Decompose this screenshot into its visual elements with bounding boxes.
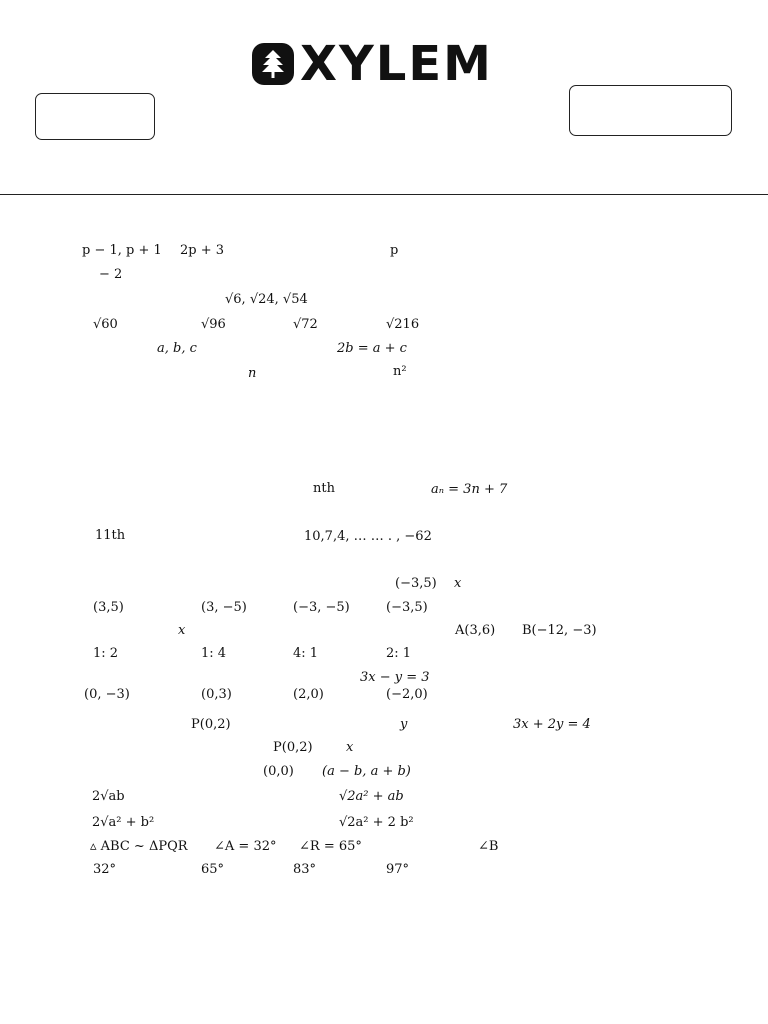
q-expr: P(0,2) xyxy=(273,740,313,755)
q-expr: P(0,2) xyxy=(191,717,231,732)
q-expr: 11th xyxy=(95,528,126,543)
option-c: 4: 1 xyxy=(293,646,319,661)
roll-number-box xyxy=(35,93,155,140)
q-expr: y xyxy=(400,717,408,732)
option-b: 65° xyxy=(201,862,225,877)
q-expr: B(−12, −3) xyxy=(522,623,597,638)
q-expr: (a − b, a + b) xyxy=(322,764,411,779)
q-expr: nth xyxy=(313,481,335,496)
q-expr: aₙ = 3n + 7 xyxy=(431,482,508,497)
option-a: 1: 2 xyxy=(93,646,119,661)
option-d: √2a² + 2 b² xyxy=(339,815,414,830)
option-b: (0,3) xyxy=(201,687,232,702)
option-c: 2√a² + b² xyxy=(92,815,155,830)
option-b: √96 xyxy=(201,317,226,332)
option-b: (3, −5) xyxy=(201,600,247,615)
tree-leaf-icon xyxy=(252,43,294,85)
q-expr: x xyxy=(454,576,462,591)
q-expr: n² xyxy=(393,364,407,379)
q-expr: 3x + 2y = 4 xyxy=(513,717,591,732)
q-expr: 2p + 3 xyxy=(180,243,225,258)
q-expr: 2b = a + c xyxy=(337,341,407,356)
q-expr: ∠B xyxy=(478,839,499,854)
option-a: (3,5) xyxy=(93,600,124,615)
option-c: (−3, −5) xyxy=(293,600,350,615)
q-expr: x xyxy=(178,623,186,638)
q-expr: ∠A = 32° xyxy=(214,839,277,854)
option-c: (2,0) xyxy=(293,687,324,702)
option-a: √60 xyxy=(93,317,118,332)
code-box xyxy=(569,85,732,136)
q-expr: a, b, c xyxy=(157,341,197,356)
q-expr: p xyxy=(390,243,399,258)
logo-wordmark: XYLEM xyxy=(300,36,493,92)
q-expr: (0,0) xyxy=(263,764,294,779)
option-a: 2√ab xyxy=(92,789,125,804)
option-c: √72 xyxy=(293,317,318,332)
q-expr: n xyxy=(248,366,257,381)
q-expr: p − 1, p + 1 xyxy=(82,243,162,258)
option-c: 83° xyxy=(293,862,317,877)
q-expr: x xyxy=(346,740,354,755)
q-expr: ∠R = 65° xyxy=(299,839,362,854)
xylem-logo xyxy=(252,36,493,92)
option-d: (−3,5) xyxy=(386,600,428,615)
header-divider xyxy=(0,194,768,195)
q-expr: − 2 xyxy=(99,267,123,282)
option-b: √2a² + ab xyxy=(339,789,404,804)
q-expr: ▵ ABC ~ ΔPQR xyxy=(90,839,188,854)
q-expr: (−3,5) xyxy=(395,576,437,591)
option-d: (−2,0) xyxy=(386,687,428,702)
option-a: 32° xyxy=(93,862,117,877)
option-b: 1: 4 xyxy=(201,646,227,661)
option-a: (0, −3) xyxy=(84,687,130,702)
q-expr: 10,7,4, … … . , −62 xyxy=(304,529,432,544)
option-d: 2: 1 xyxy=(386,646,412,661)
option-d: 97° xyxy=(386,862,410,877)
q-expr: A(3,6) xyxy=(455,623,496,638)
q-expr: √6, √24, √54 xyxy=(225,292,308,307)
option-d: √216 xyxy=(386,317,420,332)
q-expr: 3x − y = 3 xyxy=(360,670,430,685)
